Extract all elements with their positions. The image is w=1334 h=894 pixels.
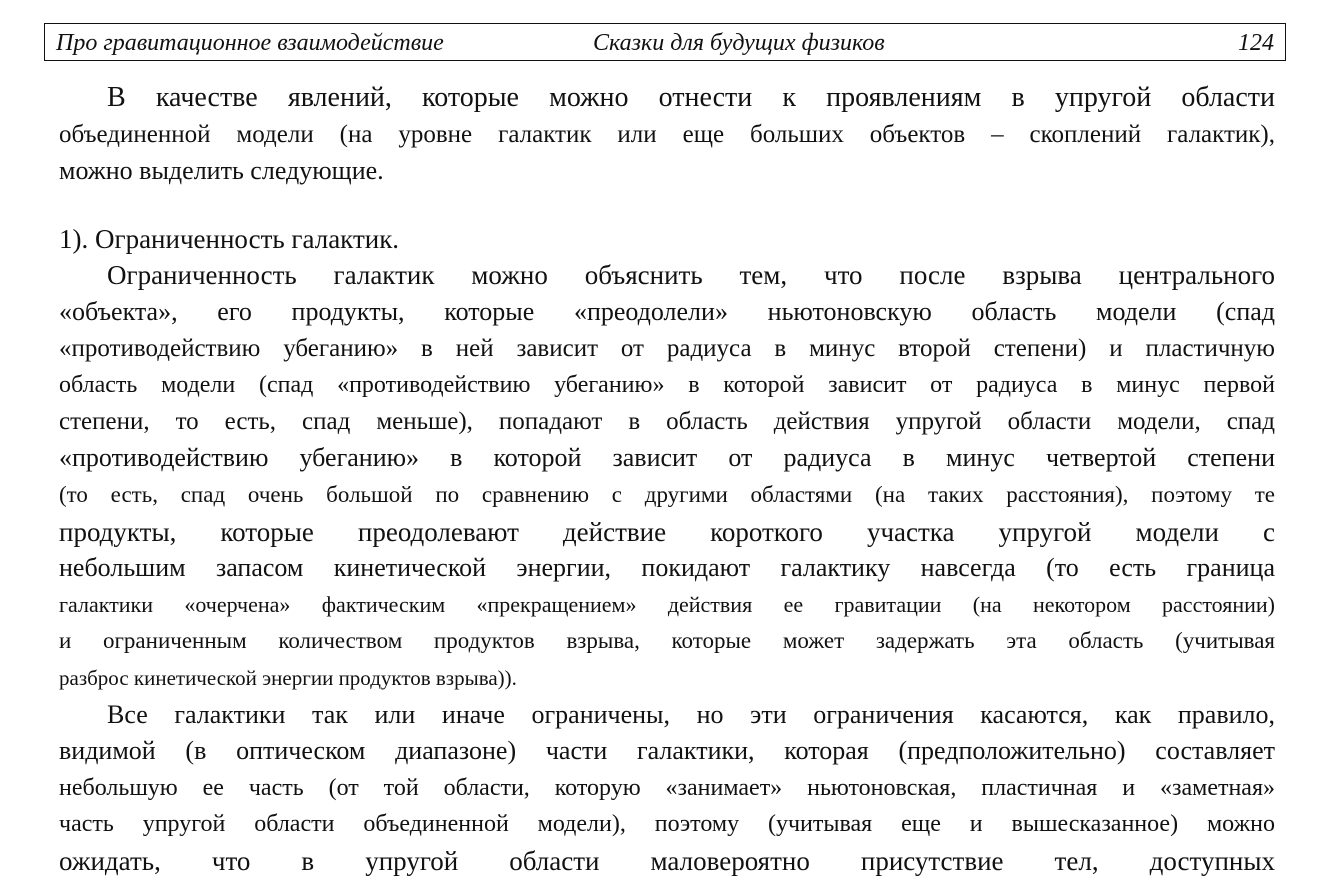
text-line: можно выделить следующие.	[59, 156, 384, 186]
text-line: часть упругой области объединенной модели), поэтому (учитывая еще и вышесказанное) можно	[59, 811, 1275, 838]
text-line: (то есть, спад очень большой по сравнению с другими областями (на таких расстояния), поэтому те	[59, 481, 1275, 507]
text-line: объединенной модели (на уровне галактик или еще больших объектов – скоплений галактик),	[59, 120, 1275, 148]
text-line: и ограниченным количеством продуктов взрыва, которые может задержать эта область (учитывая	[59, 628, 1275, 654]
paragraph-intro	[59, 80, 1275, 190]
text-line: В качестве явлений, которые можно отнести к проявлениям в упругой области	[107, 82, 1275, 113]
text-line: «противодействию убеганию» в ней зависит от радиуса в минус второй степени) и пластичную	[59, 334, 1275, 362]
text-line: продукты, которые преодолевают действие короткого участка упругой модели с	[59, 516, 1275, 547]
text-line: Все галактики так или иначе ограничены, но эти ограничения касаются, как правило,	[107, 699, 1275, 729]
text-line: область модели (спад «противодействию убеганию» в которой зависит от радиуса в минус первой	[59, 372, 1275, 399]
running-header	[44, 23, 1286, 61]
section-heading: 1). Ограниченность галактик.	[59, 223, 400, 254]
page-number: 124	[1238, 30, 1274, 56]
text-line: галактики «очерчена» фактическим «прекращением» действия ее гравитации (на некотором расстоянии)	[59, 591, 1275, 617]
body-text	[59, 80, 1275, 879]
text-line: разброс кинетической энергии продуктов взрыва)).	[59, 665, 517, 690]
text-line: степени, то есть, спад меньше), попадают в область действия упругой области модели, спад	[59, 407, 1275, 435]
paragraph-spacer	[59, 190, 1275, 221]
text-line: небольшим запасом кинетической энергии, покидают галактику навсегда (то есть граница	[59, 553, 1275, 583]
text-line: «противодействию убеганию» в которой зависит от радиуса в минус четвертой степени	[59, 443, 1275, 473]
text-line: ожидать, что в упругой области маловероятно присутствие тел, доступных	[59, 845, 1275, 876]
text-line: Ограниченность галактик можно объяснить тем, что после взрыва центрального	[107, 260, 1275, 291]
paragraph-boundedness	[59, 257, 1275, 696]
text-line: небольшую ее часть (от той области, которую «занимает» ньютоновская, пластичная и «заметная»	[59, 774, 1275, 801]
paragraph-visible-part	[59, 697, 1275, 880]
header-book-title: Сказки для будущих физиков	[593, 30, 885, 56]
text-line: «объекта», его продукты, которые «преодолели» ньютоновскую область модели (спад	[59, 296, 1275, 326]
header-section-title: Про гравитационное взаимодействие	[56, 30, 444, 56]
text-line: видимой (в оптическом диапазоне) части галактики, которая (предположительно) составляет	[59, 736, 1275, 766]
